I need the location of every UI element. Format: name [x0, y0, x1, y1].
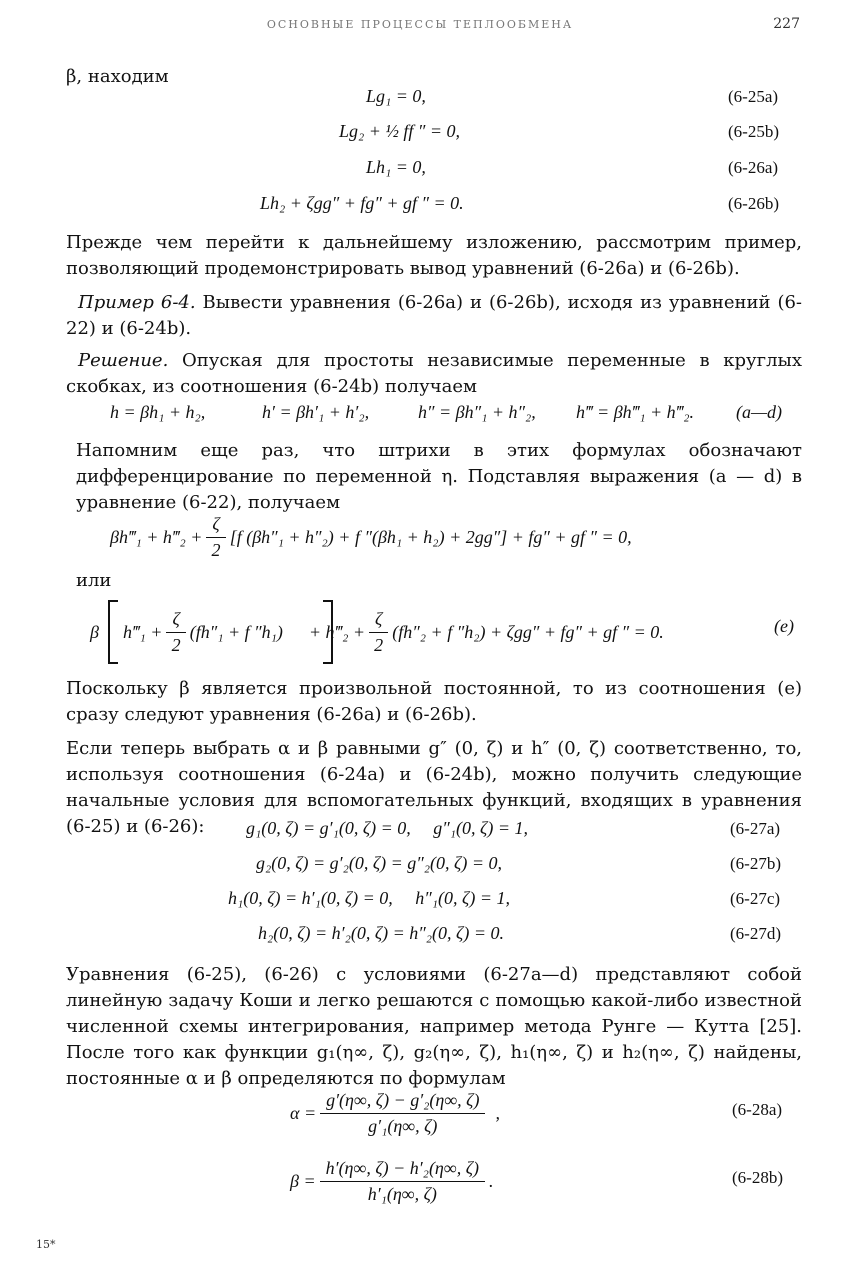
equation-6-27b: g₂(0, ζ) = g′₂(0, ζ) = g″₂(0, ζ) = 0,: [256, 853, 502, 873]
eq-e-inner-fraction-num: ζ: [166, 609, 185, 633]
equation-6-27d: h₂(0, ζ) = h′₂(0, ζ) = h″₂(0, ζ) = 0.: [258, 923, 504, 943]
equation-tag-a-d: (a—d): [736, 402, 782, 422]
equation-e: [90, 608, 664, 655]
equation-6-28a: [290, 1090, 500, 1137]
eq-28b-numerator: h′(η∞, ζ) − h′₂(η∞, ζ): [320, 1158, 485, 1182]
eq-e-beta: β: [90, 621, 99, 642]
equation-d: h‴ = βh‴₁ + h‴₂.: [576, 402, 694, 422]
paragraph-1: Прежде чем перейти к дальнейшему изложению, рассмотрим пример, позволяющий продемонстрировать вывод уравнений (6-26a) и (6-26b).: [66, 232, 802, 279]
right-square-bracket: [323, 600, 333, 664]
paragraph-4: Если теперь выбрать α и β равными g″ (0, ζ) и h″ (0, ζ) соответственно, то, используя соотношения (6-24a) и (6-24b), можно получить следующие начальные условия для вспомогательных функций, входящих в уравнения (6-25) и (6-26):: [66, 738, 802, 837]
equation-6-27c: h₁(0, ζ) = h′₁(0, ζ) = 0, h″₁(0, ζ) = 1,: [228, 888, 510, 908]
example-label: Пример 6-4.: [78, 292, 196, 313]
equation-tag-6-27b: (6-27b): [730, 854, 781, 873]
eq-28b-denominator: h′₁(η∞, ζ): [367, 1184, 437, 1204]
solution-text: Опуская для простоты независимые переменные в круглых скобках, из соотношения (6-24b) получаем: [66, 350, 802, 397]
eq-e-outer-fraction-num: ζ: [369, 609, 388, 633]
equation-c: h″ = βh″₁ + h″₂,: [418, 402, 536, 422]
eq-28a-trail: ,: [495, 1103, 500, 1123]
eq-28b-trail: .: [488, 1171, 494, 1191]
equation-tag-6-28a: (6-28a): [732, 1100, 783, 1119]
signature-mark: 15*: [36, 1238, 56, 1251]
equation-6-27a: g₁(0, ζ) = g′₁(0, ζ) = 0, g″₁(0, ζ) = 1,: [246, 818, 528, 838]
eq-28a-denominator: g′₁(η∞, ζ): [368, 1116, 438, 1136]
equation-tag-e: (e): [774, 616, 794, 636]
paragraph-3: Поскольку β является произвольной постоянной, то из соотношения (e) сразу следуют уравнения (6-26a) и (6-26b).: [66, 678, 802, 725]
left-square-bracket: [108, 600, 118, 664]
running-header: ОСНОВНЫЕ ПРОЦЕССЫ ТЕПЛООБМЕНА: [266, 18, 574, 31]
eq-e-outer-right: (fh″₂ + f ″h₂) + ζgg″ + fg″ + gf ″ = 0.: [392, 621, 664, 642]
page-number: 227: [773, 16, 800, 32]
equation-a: h = βh₁ + h₂,: [110, 402, 206, 422]
equation-tag-6-28b: (6-28b): [732, 1168, 783, 1187]
equation-6-26a: Lh₁ = 0,: [366, 157, 426, 177]
intro-line: β, находим: [66, 66, 169, 87]
equation-6-26b: Lh₂ + ζgg″ + fg″ + gf ″ = 0.: [260, 193, 464, 213]
equation-substituted: [110, 514, 632, 561]
equation-tag-6-26a: (6-26a): [728, 158, 779, 177]
eq-e-inner-fraction-den: 2: [171, 634, 181, 655]
eq-e-inner-fraction: [166, 609, 185, 656]
example-text: Вывести уравнения (6-26a) и (6-26b), исходя из уравнений (6-22) и (6-24b).: [66, 292, 802, 339]
eq-e-inner-right: (fh″₁ + f ″h₁): [189, 621, 283, 642]
equation-6-28b: [290, 1158, 493, 1205]
paragraph-2: Напомним еще раз, что штрихи в этих формулах обозначают дифференцирование по переменной η. Подставляя выражения (a — d) в уравнение (6-22), получаем: [76, 440, 802, 513]
eq-long-right: [f (βh″₁ + h″₂) + f ″(βh₁ + h₂) + 2gg″] + fg″ + gf ″ = 0,: [229, 527, 632, 547]
equation-tag-6-27d: (6-27d): [730, 924, 781, 943]
or-word: или: [76, 570, 112, 591]
equation-6-25b: Lg₂ + ½ ff ″ = 0,: [339, 121, 461, 141]
eq-long-fraction-den: 2: [211, 540, 221, 560]
paragraph-5: Уравнения (6-25), (6-26) с условиями (6-27a—d) представляют собой линейную задачу Коши и легко решаются с помощью какой-либо известной численной схемы интегрирования, например метода Рунге — Кутта [25]. После того как функции g₁(η∞, ζ), g₂(η∞, ζ), h₁(η∞, ζ) и h₂(η∞, ζ) найдены, постоянные α и β определяются по формулам: [66, 964, 802, 1089]
equation-tag-6-26b: (6-26b): [728, 194, 779, 213]
eq-28a-lhs: α =: [290, 1103, 317, 1123]
eq-e-outer-fraction: [369, 609, 388, 656]
equation-tag-6-25b: (6-25b): [728, 122, 779, 141]
eq-long-fraction: [206, 514, 225, 561]
eq-e-outer-left: + h‴₂ +: [308, 621, 365, 642]
example-6-4: [66, 290, 802, 342]
equation-tag-6-25a: (6-25a): [728, 87, 779, 106]
equation-tag-6-27a: (6-27a): [730, 819, 781, 838]
equation-b: h′ = βh′₁ + h′₂,: [262, 402, 370, 422]
eq-e-outer-fraction-den: 2: [374, 634, 384, 655]
eq-long-left: βh‴₁ + h‴₂ +: [110, 527, 203, 547]
eq-28b-lhs: β =: [290, 1171, 316, 1191]
eq-28a-numerator: g′(η∞, ζ) − g′₂(η∞, ζ): [320, 1090, 485, 1114]
equation-tag-6-27c: (6-27c): [730, 889, 781, 908]
eq-28a-fraction: [320, 1090, 485, 1137]
eq-28b-fraction: [320, 1158, 485, 1205]
solution-paragraph: [66, 348, 802, 400]
eq-long-fraction-num: ζ: [206, 514, 225, 538]
equation-6-25a: Lg₁ = 0,: [366, 86, 426, 106]
solution-label: Решение.: [78, 350, 169, 371]
eq-e-inner-left: h‴₁ +: [122, 621, 163, 642]
